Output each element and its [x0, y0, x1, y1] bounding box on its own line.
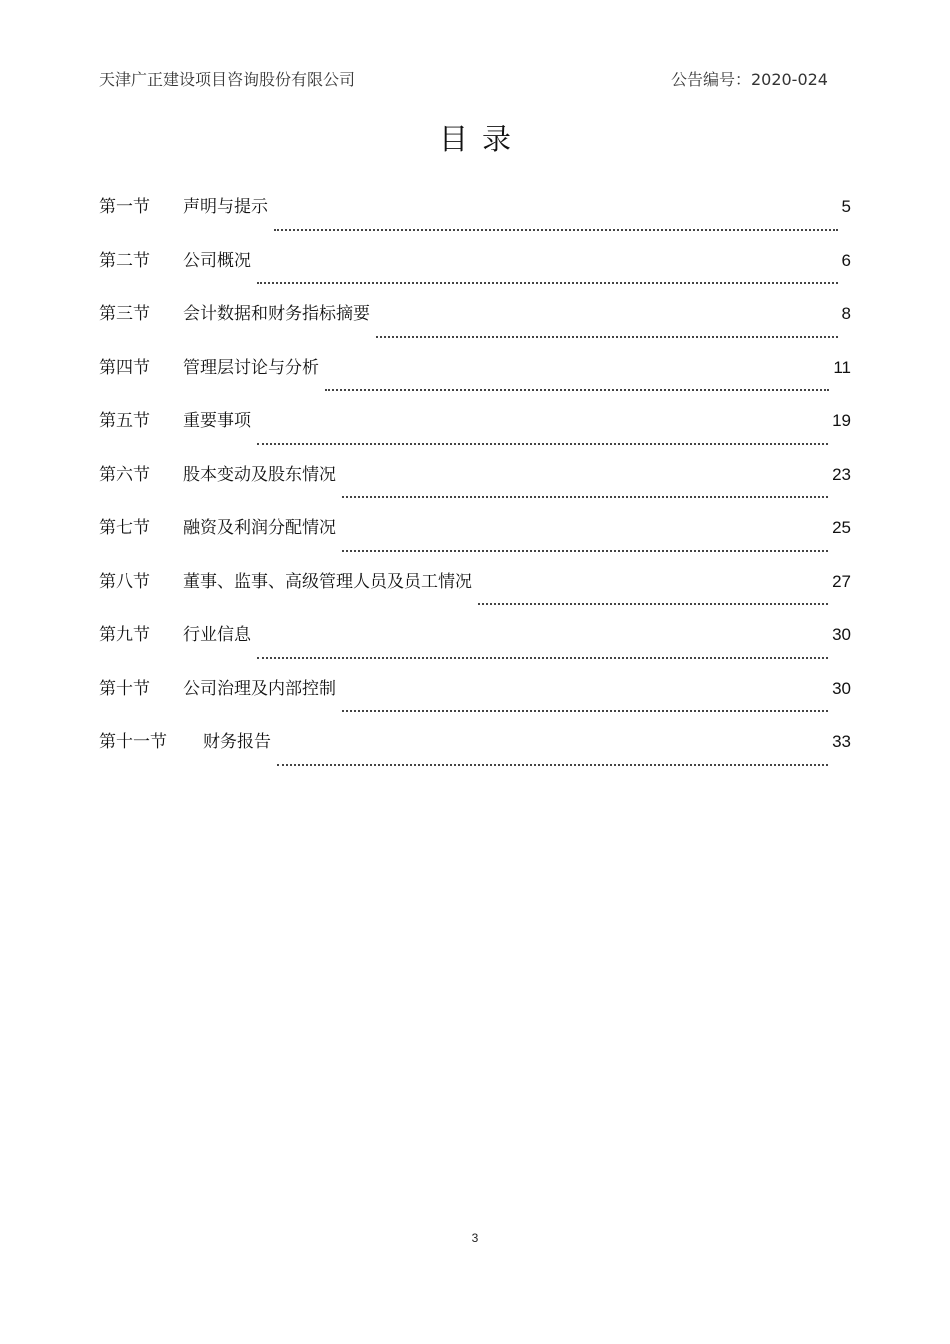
dot-leader [376, 336, 838, 338]
toc-section-label: 第一节 [99, 197, 150, 217]
toc-entry-title: 公司治理及内部控制 [183, 678, 336, 699]
toc-page-number: 25 [832, 518, 851, 537]
company-name: 天津广正建设项目咨询股份有限公司 [99, 70, 356, 89]
toc-page-number: 33 [832, 732, 851, 751]
toc-page-number: 5 [841, 197, 851, 216]
toc-entry[interactable] [99, 190, 851, 244]
toc-entry[interactable] [99, 351, 851, 405]
toc-entry[interactable] [99, 725, 851, 779]
dot-leader [274, 229, 838, 231]
toc-entry-title: 声明与提示 [183, 197, 268, 217]
table-of-contents [99, 190, 851, 779]
toc-entry-title: 会计数据和财务指标摘要 [183, 304, 370, 324]
toc-section-label: 第三节 [99, 304, 150, 324]
toc-entry[interactable] [99, 511, 851, 565]
toc-page-number: 23 [832, 464, 851, 484]
toc-page-number: 6 [841, 250, 851, 270]
toc-entry-title: 融资及利润分配情况 [183, 518, 336, 538]
toc-entry[interactable] [99, 618, 851, 672]
toc-page-number: 30 [832, 678, 851, 698]
toc-entry[interactable] [99, 244, 851, 298]
toc-page-number: 30 [832, 625, 851, 644]
toc-page-number: 8 [841, 304, 851, 323]
toc-page-number: 27 [832, 571, 851, 591]
toc-entry[interactable] [99, 672, 851, 726]
dot-leader [257, 443, 828, 445]
toc-section-label: 第七节 [99, 518, 150, 538]
dot-leader [342, 496, 828, 498]
dot-leader [342, 550, 828, 552]
toc-section-label: 第九节 [99, 625, 150, 645]
toc-entry-title: 董事、监事、高级管理人员及员工情况 [183, 571, 472, 592]
dot-leader [257, 657, 828, 659]
toc-page-number: 11 [833, 357, 851, 377]
toc-entry-title: 财务报告 [203, 732, 271, 752]
page-number: 3 [471, 1231, 479, 1245]
toc-entry[interactable] [99, 404, 851, 458]
dot-leader [342, 710, 828, 712]
dot-leader [478, 603, 828, 605]
dot-leader [257, 282, 838, 284]
toc-entry-title: 行业信息 [183, 625, 251, 645]
toc-section-label: 第五节 [99, 411, 150, 431]
dot-leader [277, 764, 828, 766]
toc-section-label: 第十一节 [99, 732, 167, 752]
toc-page-number: 19 [832, 411, 851, 430]
toc-entry-title: 管理层讨论与分析 [183, 357, 319, 378]
toc-section-label: 第六节 [99, 464, 150, 485]
page-title: 目录 [438, 122, 525, 156]
toc-entry[interactable] [99, 458, 851, 512]
toc-section-label: 第二节 [99, 250, 150, 271]
toc-entry-title: 股本变动及股东情况 [183, 464, 336, 485]
dot-leader [325, 389, 829, 391]
toc-entry-title: 重要事项 [183, 411, 251, 431]
toc-entry[interactable] [99, 565, 851, 619]
toc-entry-title: 公司概况 [183, 250, 251, 271]
toc-section-label: 第四节 [99, 357, 150, 378]
toc-entry[interactable] [99, 297, 851, 351]
announcement-number: 公告编号：2020-024 [670, 70, 828, 89]
toc-section-label: 第十节 [99, 678, 150, 699]
toc-section-label: 第八节 [99, 571, 150, 592]
